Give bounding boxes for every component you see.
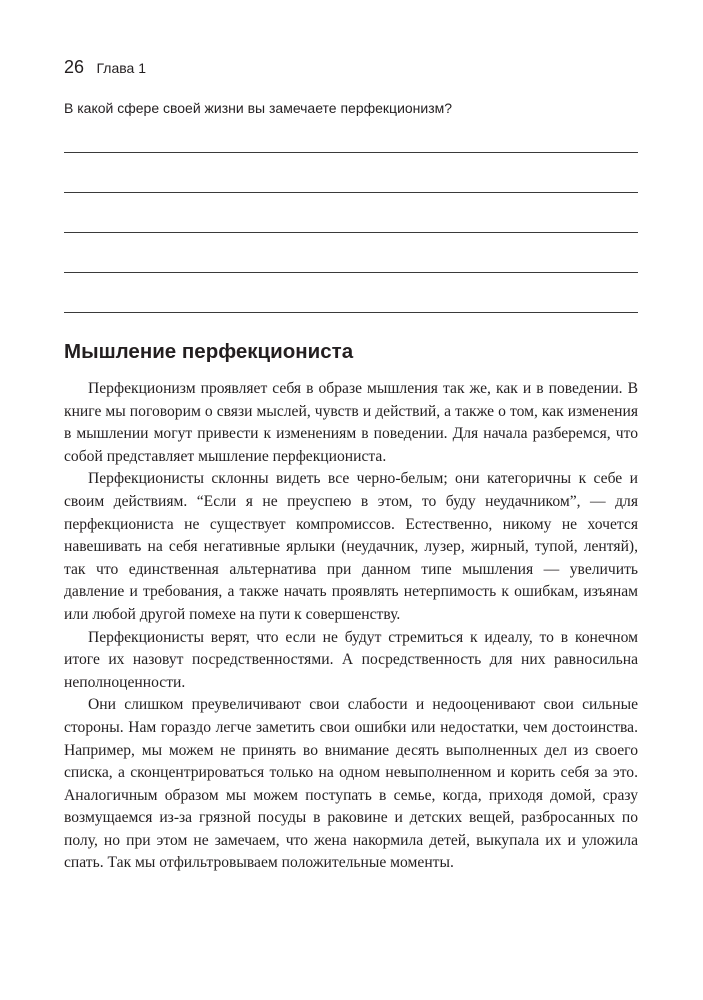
paragraph-1: Перфекционизм проявляет себя в образе мышления так же, как и в поведении. В книге мы поговорим о связи мыслей, чувств и действий, а также о том, как изменения в мышлении могут привести к изменениям в поведении. Для начала разберемся, что собой представляет мышление перфекциониста. [64, 380, 638, 465]
page-number: 26 [64, 57, 85, 77]
paragraph-3: Перфекционисты верят, что если не будут стремиться к идеалу, то в конечном итоге их назовут посредственностями. А посредственность для них равносильна неполноценности. [64, 628, 638, 691]
paragraph-2: Перфекционисты склонны видеть все черно-белым; они категоричны к себе и своим действиям. “Если я не преуспею в этом, то буду неудачником”, — для перфекциониста не существует компромиссов. Естественно, никому не хочется навешивать на себя негативные ярлыки (неудачник, лузер, жирный, тупой, лентяй), так что единственная альтернатива при данном типе мышления — увеличить давление и требования, а также начать проявлять нетерпимость к ошибкам, изъянам или любой другой помехе на пути к совершенству. [64, 470, 638, 623]
answer-line-5[interactable] [64, 312, 638, 313]
answer-line-2[interactable] [64, 192, 638, 193]
body-text [64, 378, 638, 875]
answer-line-1[interactable] [64, 152, 638, 153]
worksheet-prompt: В какой сфере своей жизни вы замечаете перфекционизм? [64, 100, 453, 116]
chapter-label: Глава 1 [96, 60, 146, 76]
section-heading: Мышление перфекциониста [64, 340, 354, 363]
answer-line-4[interactable] [64, 272, 638, 273]
running-head [64, 57, 146, 78]
paragraph-4: Они слишком преувеличивают свои слабости и недооценивают свои сильные стороны. Нам гораздо легче заметить свои ошибки или недостатки, чем достоинства. Например, мы можем не принять во внимание десять выполненных дел из своего списка, а сконцентрироваться только на одном невыполненном и корить себя за это. Аналогичным образом мы можем поступать в семье, когда, приходя домой, сразу возмущаемся из-за грязной посуды в раковине и детских вещей, разбросанных по полу, но при этом не замечаем, что жена накормила детей, выкупала их и уложила спать. Так мы отфильтровываем положительные моменты. [64, 696, 638, 872]
answer-line-3[interactable] [64, 232, 638, 233]
